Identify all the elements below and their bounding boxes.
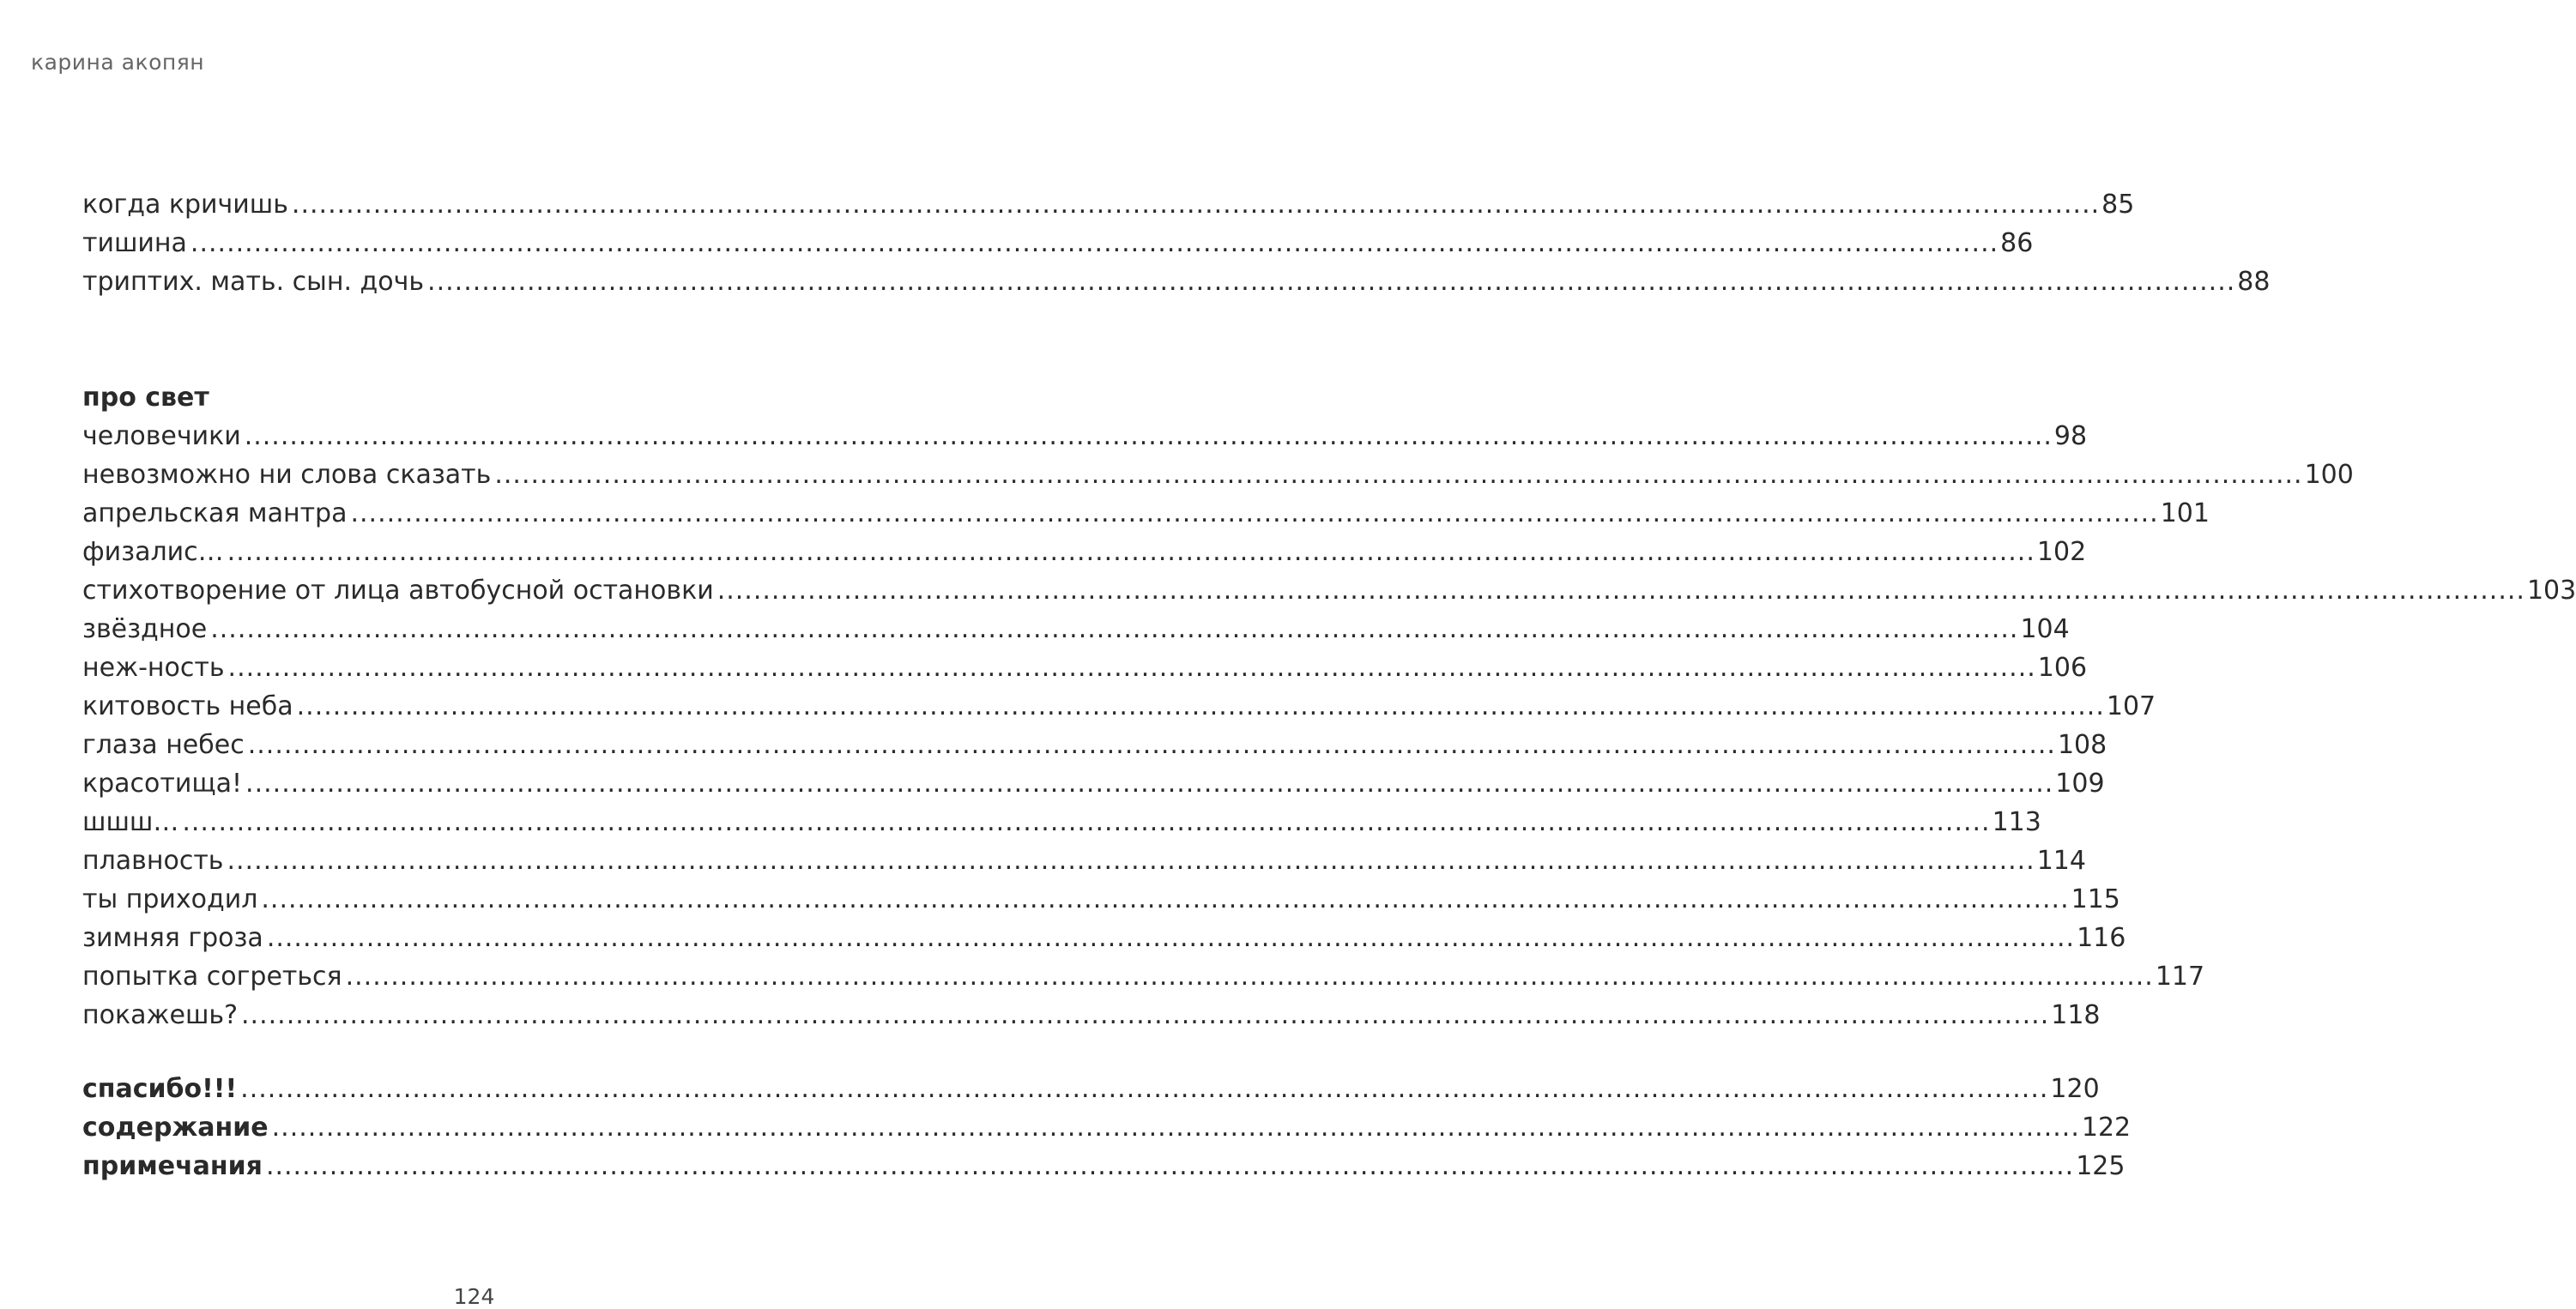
toc-entry-page: 122 [2081,1113,2132,1143]
toc-entry-page: 107 [2106,691,2156,721]
toc-entry-title: звёздное [82,614,208,644]
toc-entry-title: зимняя гроза [82,923,263,953]
toc-entry [82,494,2210,533]
toc-entry-title: китовость неба [82,691,293,721]
toc-entry [82,1070,2100,1108]
toc-entry-title: стихотворение от лица автобусной остановки [82,576,714,606]
toc-entry-page: 113 [1992,807,2041,837]
toc-entry [82,571,2576,610]
toc-entry-page: 108 [2057,730,2107,760]
toc-entry-page: 101 [2160,498,2210,528]
toc-entry-title: физалис… [82,537,224,567]
dot-leader: ........................................................................................................................................................................................................ [182,807,1991,837]
dot-leader: ........................................................................................................................................................................................................ [271,1113,2080,1143]
toc-entry-page: 100 [2304,460,2354,490]
dot-leader: ........................................................................................................................................................................................................ [296,691,2105,721]
dot-leader: ........................................................................................................................................................................................................ [241,1000,2050,1030]
toc-entry-title: плавность [82,846,224,876]
toc-entry-title: спасибо!!! [82,1074,238,1104]
dot-leader: ........................................................................................................................................................................................................ [210,614,2019,644]
toc-entry-page: 117 [2155,962,2205,992]
toc-entry [82,919,2126,957]
dot-leader: ........................................................................................................................................................................................................ [345,962,2154,992]
toc-entry-title: когда кричишь [82,190,288,220]
toc-entry [82,417,2088,455]
section-heading: про свет [82,383,209,413]
toc-entry-page: 125 [2076,1151,2126,1181]
toc-entry [82,455,2354,494]
toc-entry [82,957,2205,996]
toc-entry [82,1147,2126,1185]
toc-entry-page: 109 [2055,769,2105,799]
dot-leader: ........................................................................................................................................................................................................ [244,421,2053,451]
toc-entry-page: 98 [2053,421,2088,451]
toc-entry-page: 104 [2020,614,2070,644]
toc-entry-title: неж-ность [82,653,225,683]
toc-entry [82,224,2034,262]
toc-entry-title: глаза небес [82,730,245,760]
toc-entry [82,842,2086,880]
dot-leader: ........................................................................................................................................................................................................ [350,498,2159,528]
toc-entry [82,262,2271,301]
toc-section [82,378,2576,1035]
toc-entry [82,610,2070,648]
running-head: карина акопян [31,50,205,75]
toc-entry-page: 106 [2037,653,2088,683]
toc-entry-title: красотища! [82,769,243,799]
toc-entry-page: 103 [2526,576,2576,606]
toc-entry-title: содержание [82,1113,269,1143]
page-number: 124 [453,1284,495,1309]
toc-group-1 [82,185,2271,301]
toc-entry [82,1108,2132,1147]
toc-entry-page: 114 [2036,846,2086,876]
toc-entry-title: апрельская мантра [82,498,348,528]
toc-entry-title: покажешь? [82,1000,239,1030]
toc-entry-title: тишина [82,228,187,258]
toc-entry-title: попытка согреться [82,962,342,992]
dot-leader: ........................................................................................................................................................................................................ [266,923,2076,953]
toc-entry-page: 115 [2071,884,2120,914]
dot-leader: ........................................................................................................................................................................................................ [291,190,2101,220]
dot-leader: ........................................................................................................................................................................................................ [245,769,2054,799]
toc-entry [82,648,2088,687]
dot-leader: ........................................................................................................................................................................................................ [717,576,2525,606]
toc-entry-page: 86 [2000,228,2034,258]
toc-entry [82,687,2156,726]
toc-group-3 [82,1070,2132,1185]
toc-entry-title: триптих. мать. сын. дочь [82,267,425,297]
toc-entry-page: 88 [2237,267,2271,297]
dot-leader: ........................................................................................................................................................................................................ [427,267,2236,297]
dot-leader: ........................................................................................................................................................................................................ [227,537,2035,567]
dot-leader: ........................................................................................................................................................................................................ [247,730,2056,760]
toc-entry [82,764,2105,803]
toc-entry-page: 102 [2036,537,2087,567]
dot-leader: ........................................................................................................................................................................................................ [265,1151,2075,1181]
dot-leader: ........................................................................................................................................................................................................ [494,460,2303,490]
toc-entry-title: невозможно ни слова сказать [82,460,492,490]
dot-leader: ........................................................................................................................................................................................................ [240,1074,2049,1104]
toc-entry-page: 120 [2050,1074,2100,1104]
dot-leader: ........................................................................................................................................................................................................ [190,228,1999,258]
toc-entry [82,185,2135,224]
toc-entry [82,533,2087,571]
toc-entry-title: ты приходил [82,884,258,914]
toc-entry-page: 116 [2077,923,2126,953]
toc-entry-title: примечания [82,1151,263,1181]
toc-entry-title: шшш… [82,807,179,837]
toc-entry [82,803,2041,842]
dot-leader: ........................................................................................................................................................................................................ [227,846,2035,876]
dot-leader: ........................................................................................................................................................................................................ [261,884,2070,914]
toc-entry [82,726,2107,764]
toc-entry [82,880,2120,919]
toc-entry-page: 85 [2101,190,2135,220]
toc-entry-title: человечики [82,421,241,451]
dot-leader: ........................................................................................................................................................................................................ [227,653,2036,683]
toc-entry-page: 118 [2051,1000,2101,1030]
toc-entry [82,996,2101,1035]
